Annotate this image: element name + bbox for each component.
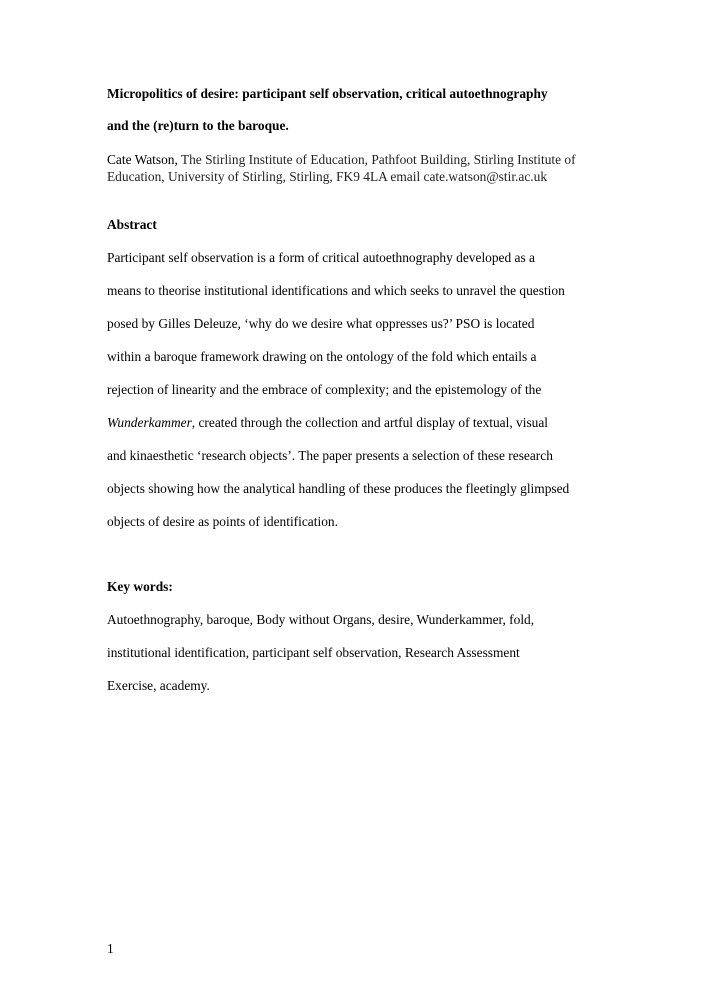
abstract-line: objects of desire as points of identification. <box>107 514 338 529</box>
abstract-line: posed by Gilles Deleuze, ‘why do we desire what oppresses us?’ PSO is located <box>107 316 535 331</box>
keywords-line: Autoethnography, baroque, Body without Organs, desire, Wunderkammer, fold, <box>107 612 535 627</box>
abstract-line: means to theorise institutional identifications and which seeks to unravel the question <box>107 283 565 298</box>
abstract-heading: Abstract <box>107 217 157 232</box>
abstract-line: rejection of linearity and the embrace of complexity; and the epistemology of the <box>107 382 542 397</box>
abstract-line: within a baroque framework drawing on the ontology of the fold which entails a <box>107 349 537 364</box>
page-number: 1 <box>107 941 114 956</box>
abstract-line: and kinaesthetic ‘research objects’. The paper presents a selection of these research <box>107 448 553 463</box>
author-affiliation <box>107 151 607 185</box>
keywords-line: institutional identification, participant self observation, Research Assessment <box>107 645 520 660</box>
wunderkammer-italic: Wunderkammer <box>107 415 192 430</box>
affiliation-details: The Stirling Institute of Education, Pathfoot Building, Stirling Institute of Education, University of Stirling, Stirling, FK9 4LA email cate.watson@stir.ac.uk <box>107 152 576 184</box>
abstract-line: objects showing how the analytical handling of these produces the fleetingly glimpsed <box>107 481 570 496</box>
author-name: Cate Watson, <box>107 152 178 167</box>
keywords-heading: Key words: <box>107 579 173 594</box>
abstract-line-rest: , created through the collection and artful display of textual, visual <box>191 415 549 430</box>
abstract-line: Participant self observation is a form of critical autoethnography developed as a <box>107 250 535 265</box>
keywords-line: Exercise, academy. <box>107 678 210 693</box>
paper-title-line-2: and the (re)turn to the baroque. <box>107 118 289 133</box>
paper-title-line-1: Micropolitics of desire: participant self observation, critical autoethnography <box>107 86 548 101</box>
abstract-line <box>107 415 548 431</box>
